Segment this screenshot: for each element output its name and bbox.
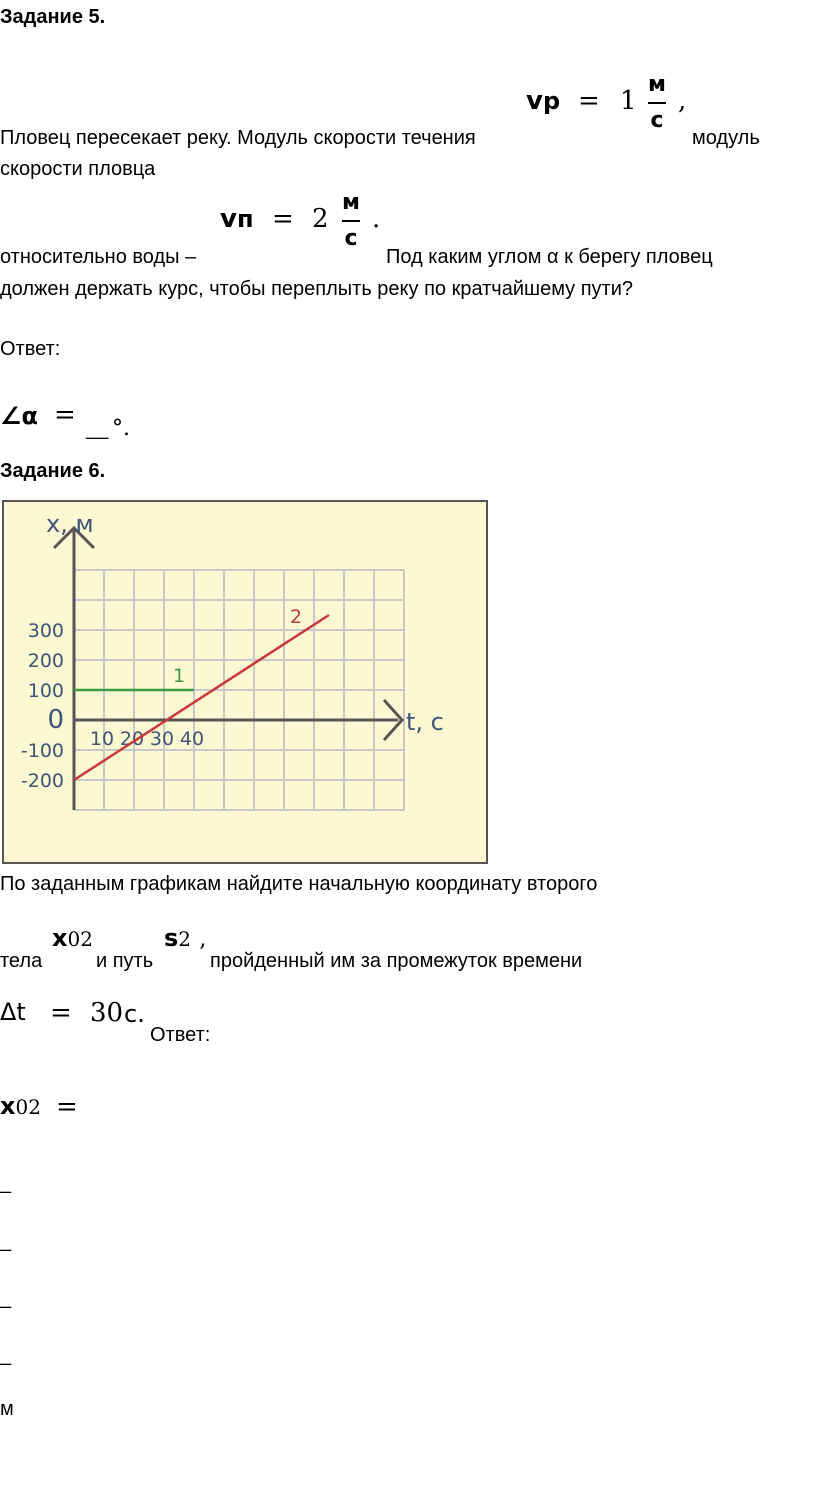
task6-answer-label: Ответ: (150, 1024, 211, 1046)
answer-blank-4[interactable]: _ (0, 1344, 12, 1366)
answer-unit: м (0, 1398, 14, 1420)
x02-answer-equals: = (56, 1092, 78, 1122)
vr-unit-num: м (648, 72, 666, 97)
task6-text-a: По заданным графикам найдите начальную координату второго (0, 873, 598, 895)
task6-heading: Задание 6. (0, 460, 106, 482)
x-tick-label: 40 (179, 728, 205, 750)
angle-equals: = (54, 400, 76, 430)
vp-value: 2 (312, 204, 329, 234)
origin-label: 0 (47, 705, 64, 735)
x-axis-label: t, c (406, 708, 444, 736)
task5-text-e: Под каким углом α к берегу пловец (386, 246, 713, 268)
task6-text-b1: тела (0, 950, 43, 972)
vp-symbol: vп (220, 204, 254, 234)
task5-text-c: скорости пловца (0, 158, 156, 180)
dt-unit: с. (124, 1000, 145, 1028)
vr-equals: = (578, 86, 600, 116)
vp-dot: . (372, 204, 381, 234)
chart-panel (2, 500, 488, 864)
task5-text-d: относительно воды – (0, 246, 197, 268)
x-tick-label: 30 (149, 728, 175, 750)
y-tick-label: 300 (27, 620, 64, 642)
vp-unit-num: м (342, 190, 360, 215)
task5-text-f: должен держать курс, чтобы переплыть реку по кратчайшему пути? (0, 278, 634, 300)
series-label-1: 1 (172, 665, 186, 687)
coordinate-time-chart (2, 500, 488, 864)
answer-blank-2[interactable]: _ (0, 1230, 12, 1252)
formula-swimmer-speed (220, 190, 400, 260)
y-tick-label: 200 (27, 650, 64, 672)
x02-answer-formula (0, 1092, 120, 1128)
task5-answer-label: Ответ: (0, 338, 61, 360)
s2-symbol: s2 , (164, 924, 207, 952)
vr-unit-fraction (642, 72, 672, 134)
x-tick-label: 20 (119, 728, 145, 750)
vp-unit-den: с (344, 225, 358, 251)
answer-blank-3[interactable]: _ (0, 1287, 12, 1309)
y-axis-label: x, м (46, 510, 94, 538)
task6-text-b3: пройденный им за промежуток времени (210, 950, 583, 972)
dt-symbol: Δt (0, 998, 26, 1026)
formula-river-speed (526, 72, 706, 142)
task5-text-a: Пловец пересекает реку. Модуль скорости течения (0, 127, 476, 149)
vp-unit-fraction (336, 190, 366, 252)
angle-answer-blank[interactable]: __ (86, 418, 109, 440)
chart-frame (3, 501, 487, 863)
task5-heading: Задание 5. (0, 6, 106, 28)
dt-equals: = (50, 998, 72, 1028)
vp-equals: = (272, 204, 294, 234)
task6-text-b2: и путь (96, 950, 154, 972)
task5-text-b: модуль (692, 127, 760, 149)
vr-symbol: vр (526, 86, 561, 116)
x-tick-label: 10 (89, 728, 115, 750)
angle-degree: °. (112, 416, 130, 441)
x02-answer-symbol: x02 (0, 1092, 41, 1120)
x02-symbol: x02 (52, 924, 93, 952)
dt-formula (0, 998, 160, 1032)
y-tick-label: -100 (20, 740, 64, 762)
series-label-2: 2 (289, 606, 303, 628)
vr-comma: , (678, 86, 687, 116)
answer-blank-1[interactable]: _ (0, 1172, 12, 1194)
y-tick-label: 100 (27, 680, 64, 702)
vr-unit-den: с (650, 107, 664, 133)
dt-value: 30 (90, 998, 124, 1028)
y-tick-label: -200 (20, 770, 64, 792)
vr-value: 1 (620, 86, 637, 116)
angle-alpha-symbol: ∠α (0, 402, 39, 430)
angle-answer-formula (0, 398, 160, 454)
